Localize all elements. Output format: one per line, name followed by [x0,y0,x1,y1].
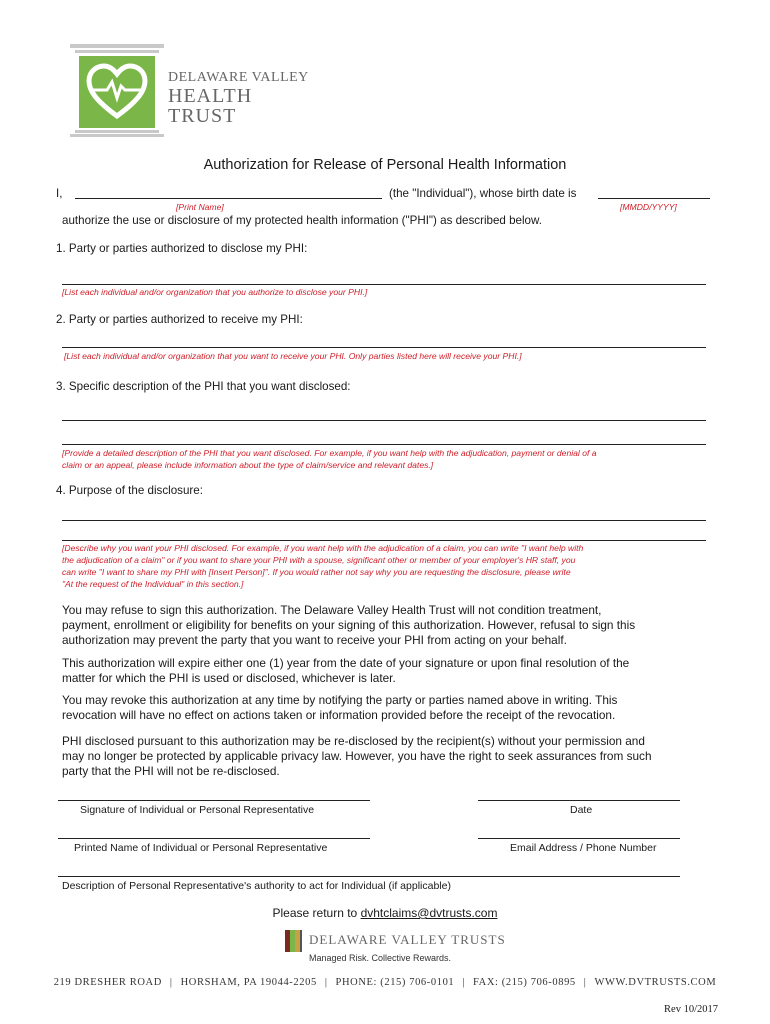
footer-org-name: DELAWARE VALLEY TRUSTS [309,932,506,947]
logo-line-1: DELAWARE VALLEY [168,70,309,85]
redisclosure-line-3: party that the PHI will not be re-disclosed. [62,764,280,778]
authorize-text: authorize the use or disclosure of my protected health information ("PHI") as described below. [62,214,542,227]
birth-date-hint: [MMDD/YYYY] [620,202,677,212]
phi-description-field-1[interactable] [62,420,706,421]
section-4-hint-1: [Describe why you want your PHI disclosed. For example, if you want help with the adjudication of a claim, you can write "I want help with [62,543,584,553]
redisclosure-paragraph [62,734,652,779]
heart-pulse-icon [79,56,155,128]
birth-date-field[interactable] [598,198,710,199]
address-fax: FAX: (215) 706-0895 [472,977,576,988]
refusal-line-2: payment, enrollment or eligibility for benefits on your signing of this authorization. However, refusal to sign this [62,618,636,632]
footer-tagline: Managed Risk. Collective Rewards. [309,953,452,963]
return-email-link[interactable]: dvhtclaims@dvtrusts.com [360,906,498,920]
refusal-line-3: authorization may prevent the party that you want to receive your PHI from acting on your behalf. [62,633,567,647]
expiration-paragraph [62,656,629,686]
form-title: Authorization for Release of Personal Health Information [203,157,567,173]
section-1-label: 1. Party or parties authorized to disclose my PHI: [56,242,308,255]
return-prefix: Please return to [272,906,358,920]
authority-label: Description of Personal Representative's authority to act for Individual (if applicable) [62,880,451,892]
date-field[interactable] [478,800,680,801]
print-name-field[interactable] [75,198,382,199]
date-label: Date [570,804,593,816]
expiration-line-2: matter for which the PHI is used or disclosed, whichever is later. [62,671,396,685]
disclosing-party-field[interactable] [62,284,706,285]
signature-label: Signature of Individual or Personal Representative [80,804,315,816]
purpose-field-2[interactable] [62,540,706,541]
footer-address-line: 219 DRESHER ROAD | HORSHAM, PA 19044-2205 | PHONE: (215) 706-0101 | FAX: (215) 706-0895 | WWW.DVTRUSTS.COM [53,977,717,988]
intro-middle-text: (the "Individual"), whose birth date is [389,187,577,200]
section-4-hint-2: the adjudication of a claim" or if you want to share your PHI with a spouse, significant other or member of your employer's HR staff, you [62,555,576,565]
redisclosure-line-1: PHI disclosed pursuant to this authorization may be re-disclosed by the recipient(s) without your permission and [62,734,645,748]
dvt-bars-icon [285,930,305,952]
intro-prefix: I, [56,187,63,200]
section-4-label: 4. Purpose of the disclosure: [56,484,203,497]
printed-name-label: Printed Name of Individual or Personal Representative [74,842,328,854]
logo-wordmark [168,70,309,126]
email-phone-field[interactable] [478,838,680,839]
address-street: 219 DRESHER ROAD [53,977,162,988]
revocation-line-2: revocation will have no effect on actions taken or information provided before the receipt of the revocation. [62,708,616,722]
section-3-hint-2: claim or an appeal, please include information about the type of claim/service and relevant dates.] [62,460,434,470]
section-4-hint-4: "At the request of the Individual" in this section.] [62,579,244,589]
address-phone: PHONE: (215) 706-0101 [335,977,455,988]
revocation-line-1: You may revoke this authorization at any time by notifying the party or parties named above in writing. This [62,693,618,707]
revocation-paragraph [62,693,617,723]
section-1-hint: [List each individual and/or organization that you authorize to disclose your PHI.] [62,287,368,297]
section-2-hint: [List each individual and/or organization that you want to receive your PHI. Only parties listed here will receive your PHI.] [64,351,522,361]
receiving-party-field[interactable] [62,347,706,348]
print-name-hint: [Print Name] [176,202,224,212]
refusal-paragraph [62,603,635,648]
address-city: HORSHAM, PA 19044-2205 [180,977,317,988]
dvht-logo [70,44,164,136]
logo-line-2: HEALTH [168,85,253,107]
redisclosure-line-2: may no longer be protected by applicable privacy law. However, you have the right to seek assurances from such [62,749,652,763]
signature-field[interactable] [58,800,370,801]
logo-line-3: TRUST [168,105,237,127]
email-phone-label: Email Address / Phone Number [510,842,657,854]
authority-description-field[interactable] [58,876,680,877]
refusal-line-1: You may refuse to sign this authorization. The Delaware Valley Health Trust will not condition treatment, [62,603,602,617]
expiration-line-1: This authorization will expire either one (1) year from the date of your signature or upon final resolution of the [62,656,630,670]
section-2-label: 2. Party or parties authorized to receive my PHI: [56,313,303,326]
purpose-field-1[interactable] [62,520,706,521]
revision-label: Rev 10/2017 [664,1004,718,1015]
printed-name-field[interactable] [58,838,370,839]
section-3-label: 3. Specific description of the PHI that you want disclosed: [56,380,351,393]
return-instructions [0,906,770,920]
section-4-hint-3: can write "I want to share my PHI with [Insert Person]". If you would rather not say why you are requesting the disclosure, please write [62,567,571,577]
address-web[interactable]: WWW.DVTRUSTS.COM [594,977,717,988]
section-3-hint-1: [Provide a detailed description of the PHI that you want disclosed. For example, if you want help with the adjudication, payment or denial of a [62,448,597,458]
heart-logo-square [79,56,155,128]
phi-description-field-2[interactable] [62,444,706,445]
